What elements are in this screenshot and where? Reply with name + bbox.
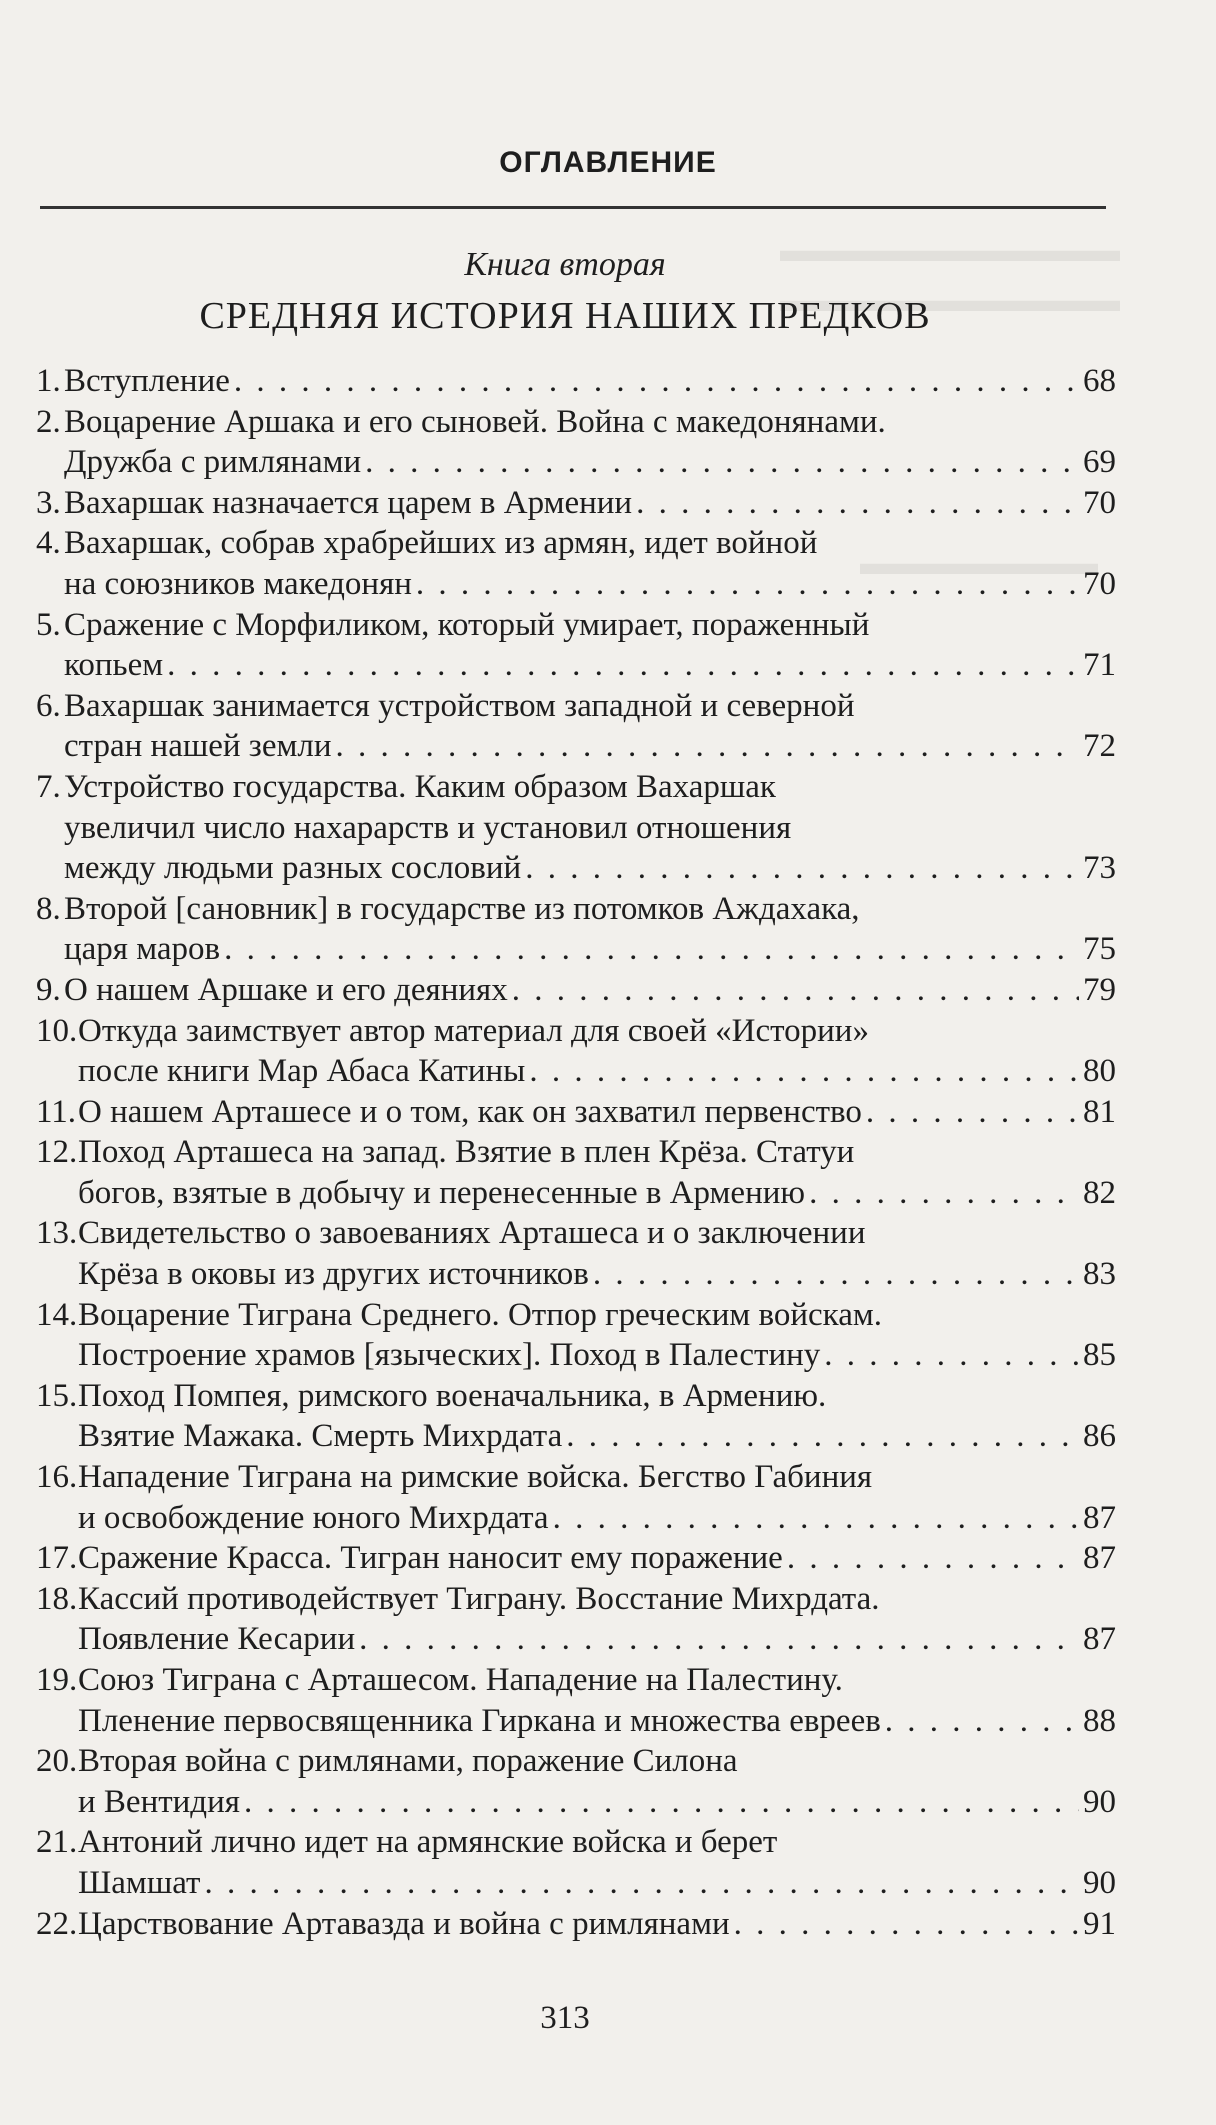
toc-entry-number: 10. <box>36 1012 78 1049</box>
toc-entry <box>36 402 1116 483</box>
toc-entry-title: Шамшат <box>78 1864 201 1901</box>
dot-leader <box>866 1092 1079 1133</box>
toc-page-ref: 86 <box>1083 1418 1116 1455</box>
toc-page-ref: 90 <box>1083 1864 1116 1901</box>
toc-entry-number: 15. <box>36 1377 78 1414</box>
toc-entry-number: 12. <box>36 1134 78 1171</box>
toc-entry-number: 5. <box>36 606 61 643</box>
toc-entry-line: Поход Помпея, римского военачальника, в Армению. <box>78 1377 827 1414</box>
toc-entry <box>36 1741 1116 1822</box>
dot-leader <box>365 442 1079 483</box>
dot-leader <box>529 1051 1079 1092</box>
toc-page-ref: 79 <box>1083 971 1116 1008</box>
section-title: СРЕДНЯЯ ИСТОРИЯ НАШИХ ПРЕДКОВ <box>199 295 931 337</box>
toc-page-ref: 71 <box>1083 647 1116 684</box>
toc-page-ref: 73 <box>1083 850 1116 887</box>
toc-entry-line: Вторая война с римлянами, поражение Силона <box>78 1743 738 1780</box>
toc-entry-number: 2. <box>36 403 61 440</box>
toc-entry-line: Вахаршак занимается устройством западной и северной <box>64 687 855 724</box>
dot-leader <box>167 645 1079 686</box>
toc-page-ref: 70 <box>1083 565 1116 602</box>
toc-entry-line: Свидетельство о завоеваниях Арташеса и о заключении <box>78 1215 866 1252</box>
toc-entry <box>36 605 1116 686</box>
toc-entry-line: Сражение с Морфиликом, который умирает, пораженный <box>64 606 870 643</box>
toc-entry-title: Крёза в оковы из других источников <box>78 1256 589 1293</box>
toc-page-ref: 82 <box>1083 1174 1116 1211</box>
toc-page-ref: 87 <box>1083 1499 1116 1536</box>
toc-page-ref: 91 <box>1083 1905 1116 1942</box>
dot-leader <box>512 970 1079 1011</box>
toc-entry-line: Кассий противодействует Тиграну. Восстание Михрдата. <box>78 1580 880 1617</box>
toc-page-ref: 72 <box>1083 728 1116 765</box>
toc-entry-number: 13. <box>36 1215 78 1252</box>
toc-page-ref: 70 <box>1083 484 1116 521</box>
toc-entry <box>36 1295 1116 1376</box>
dot-leader <box>553 1498 1079 1539</box>
toc-entry-line: увеличил число нахарарств и установил отношения <box>64 809 792 846</box>
toc-page-ref: 69 <box>1083 444 1116 481</box>
dot-leader <box>336 726 1080 767</box>
toc-entry-title: О нашем Аршаке и его деяниях <box>64 971 508 1008</box>
toc-entry-title: после книги Мар Абаса Катины <box>78 1053 526 1090</box>
toc-page-ref: 87 <box>1083 1540 1116 1577</box>
toc-page-ref: 88 <box>1083 1702 1116 1739</box>
dot-leader <box>224 929 1079 970</box>
toc-entry-title: Построение храмов [языческих]. Поход в Палестину <box>78 1337 821 1374</box>
toc-entry-line: Антоний лично идет на армянские войска и берет <box>78 1824 778 1861</box>
toc-entry-title: на союзников македонян <box>64 565 412 602</box>
toc-entry <box>36 970 1116 1011</box>
dot-leader <box>787 1538 1079 1579</box>
toc-entry <box>36 889 1116 970</box>
toc-entry-title: Пленение первосвященника Гиркана и множества евреев <box>78 1702 881 1739</box>
dot-leader <box>416 564 1079 605</box>
book-label: Книга вторая <box>464 246 666 283</box>
toc-entry-number: 3. <box>36 484 61 521</box>
dot-leader <box>636 483 1079 524</box>
toc-entry-title: Вахаршак назначается царем в Армении <box>64 484 633 521</box>
dot-leader <box>204 1863 1079 1904</box>
bleed-through-shadow: ▬▬▬▬▬▬▬▬▬▬ <box>780 232 1120 269</box>
toc-entry-title: и Вентидия <box>78 1783 240 1820</box>
toc-entry-number: 16. <box>36 1459 78 1496</box>
toc-entry <box>36 1092 1116 1133</box>
toc-entry-number: 18. <box>36 1580 78 1617</box>
toc-entry-number: 17. <box>36 1540 78 1577</box>
header-rule <box>40 206 1106 209</box>
dot-leader <box>525 848 1079 889</box>
toc-entry-line: Союз Тиграна с Арташесом. Нападение на Палестину. <box>78 1662 843 1698</box>
toc-entry-number: 6. <box>36 687 61 724</box>
toc-entry-line: Нападение Тиграна на римские войска. Бегство Габиния <box>78 1459 873 1496</box>
toc-entry-title: Взятие Мажака. Смерть Михрдата <box>78 1418 563 1455</box>
bleed-through-shadow: ▬▬▬▬▬▬▬ <box>860 545 1098 582</box>
toc-entry-line: Вахаршак, собрав храбрейших из армян, идет войной <box>64 525 818 562</box>
dot-leader <box>824 1335 1079 1376</box>
toc-entry-number: 21. <box>36 1824 78 1861</box>
toc-entry-title: Дружба с римлянами <box>64 444 362 481</box>
toc-entry-line: Воцарение Тиграна Среднего. Отпор греческим войскам. <box>78 1296 882 1333</box>
toc-entry-line: Поход Арташеса на запад. Взятие в плен Крёза. Статуи <box>78 1134 855 1171</box>
toc-entry-line: Устройство государства. Каким образом Вахаршак <box>64 768 776 805</box>
dot-leader <box>244 1782 1079 1823</box>
toc-entry-number: 1. <box>36 363 61 399</box>
toc-entry-number: 7. <box>36 768 61 805</box>
toc-entry-line: Воцарение Аршака и его сыновей. Война с македонянами. <box>64 403 886 440</box>
dot-leader <box>566 1416 1079 1457</box>
toc-entry-title: Царствование Артавазда и война с римлянами <box>78 1905 730 1942</box>
toc-entry-title: стран нашей земли <box>64 728 332 765</box>
toc-entry-number: 14. <box>36 1296 78 1333</box>
toc-entry-title: Сражение Красса. Тигран наносит ему поражение <box>78 1540 783 1577</box>
toc-entry-title: царя маров <box>64 931 221 968</box>
toc-entry-number: 9. <box>36 971 61 1008</box>
toc-entry-line: Второй [сановник] в государстве из потомков Аждахака, <box>64 890 860 927</box>
toc-entry <box>36 1457 1116 1538</box>
toc-entry <box>36 1660 1116 1741</box>
running-head: ОГЛАВЛЕНИЕ <box>499 146 717 179</box>
toc-page-ref: 85 <box>1083 1337 1116 1374</box>
page-number: 313 <box>540 2000 590 2036</box>
dot-leader <box>809 1173 1079 1214</box>
dot-leader <box>734 1904 1079 1945</box>
toc-page-ref: 75 <box>1083 931 1116 968</box>
toc-entry-number: 11. <box>36 1093 77 1130</box>
toc-entry <box>36 1904 1116 1945</box>
toc-entry <box>36 483 1116 524</box>
toc-page-ref: 81 <box>1083 1093 1116 1130</box>
toc-page-ref: 80 <box>1083 1053 1116 1090</box>
toc-entry <box>36 361 1116 402</box>
toc-entry <box>36 523 1116 604</box>
toc-page-ref: 68 <box>1083 363 1116 399</box>
toc-entry <box>36 1822 1116 1903</box>
toc-entry <box>36 1213 1116 1294</box>
bleed-through-shadow: ▬▬▬▬▬▬▬▬▬▬ <box>780 282 1120 319</box>
toc-entry <box>36 1538 1116 1579</box>
toc-entry <box>36 686 1116 767</box>
toc-entry <box>36 1376 1116 1457</box>
toc-page-ref: 83 <box>1083 1256 1116 1293</box>
toc-entry-title: Вступление <box>64 363 230 399</box>
toc-entry-title: Появление Кесарии <box>78 1621 356 1658</box>
toc-page-ref: 90 <box>1083 1783 1116 1820</box>
toc-entry-number: 20. <box>36 1743 78 1780</box>
toc-entry-number: 19. <box>36 1662 78 1698</box>
dot-leader <box>234 361 1079 402</box>
toc-page-ref: 87 <box>1083 1621 1116 1658</box>
toc-entry-number: 22. <box>36 1905 78 1942</box>
toc-entry-title: копьем <box>64 647 164 684</box>
dot-leader <box>359 1619 1079 1660</box>
toc-entry-line: Откуда заимствует автор материал для своей «Истории» <box>78 1012 869 1049</box>
toc-entry-number: 8. <box>36 890 61 927</box>
toc-entry-title: и освобождение юного Михрдата <box>78 1499 549 1536</box>
toc-entry <box>36 1579 1116 1660</box>
table-of-contents <box>36 361 1116 1944</box>
toc-entry-title: О нашем Арташесе и о том, как он захватил первенство <box>78 1093 862 1130</box>
toc-entry <box>36 767 1116 889</box>
toc-entry-title: между людьми разных сословий <box>64 850 522 887</box>
toc-entry-title: богов, взятые в добычу и перенесенные в Армению <box>78 1174 806 1211</box>
dot-leader <box>885 1701 1079 1742</box>
toc-entry-number: 4. <box>36 525 61 562</box>
toc-entry <box>36 1132 1116 1213</box>
toc-entry <box>36 1011 1116 1092</box>
dot-leader <box>593 1254 1079 1295</box>
